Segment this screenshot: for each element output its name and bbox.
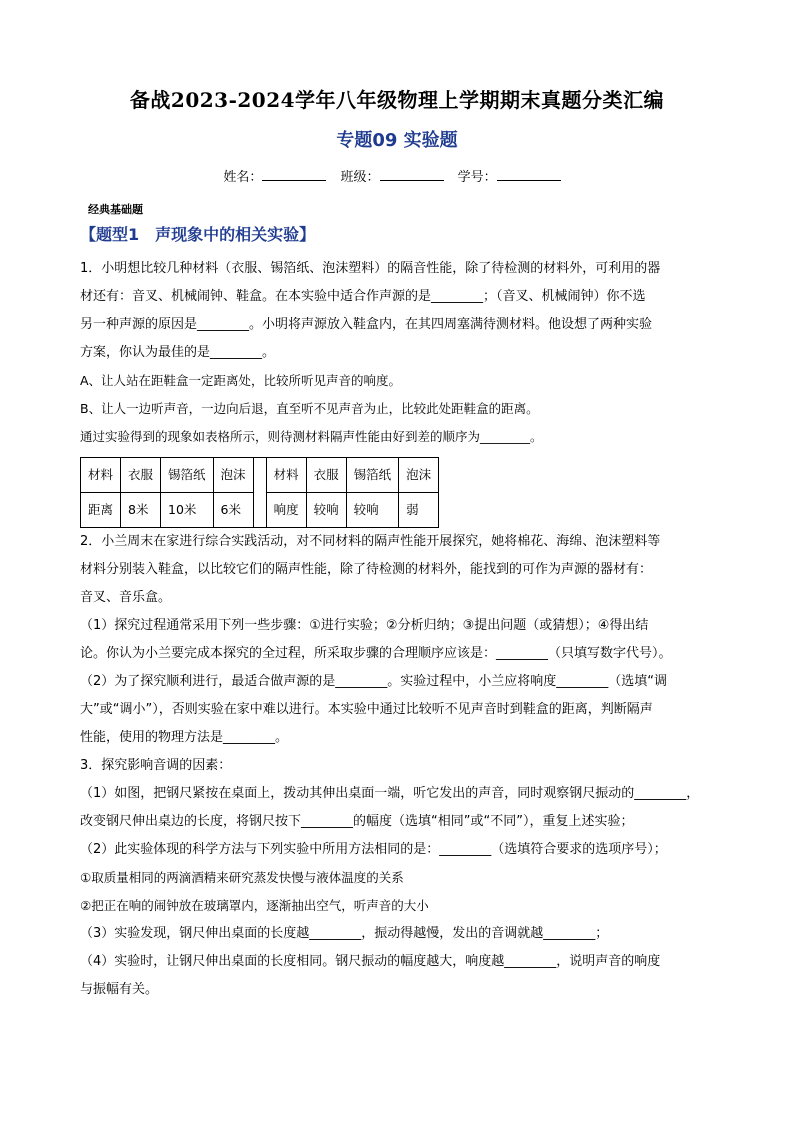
table-cell: 响度 [266,493,306,528]
q3-line: 改变钢尺伸出桌边的长度，将钢尺按下________的幅度（选填“相同”或“不同”），重复上述实验； [80,814,634,829]
table-cell: 材料 [81,458,121,493]
table-cell: 衣服 [306,458,346,493]
table-row [81,458,439,493]
section-label: 经典基础题 [88,203,143,216]
table-cell: 锡箔纸 [346,458,399,493]
q2-line: 大”或“调小”），否则实验在家中难以进行。本实验中通过比较听不见声音时到鞋盒的距离，判断隔声 [80,702,653,717]
name-blank[interactable] [262,168,326,181]
table-cell: 较响 [346,493,399,528]
table-cell: 泡沫 [213,458,253,493]
q1-line: 材还有：音叉、机械闹钟、鞋盒。在本实验中适合作声源的是________；（音叉、机械闹钟）你不选 [80,289,646,304]
q3-option-1: ①取质量相同的两滴酒精来研究蒸发快慢与液体温度的关系 [80,870,404,885]
q2-line: 材料分别装入鞋盒，以比较它们的隔声性能，除了待检测的材料外，能找到的可作为声源的器材有： [80,562,653,577]
q1-results-table [80,457,439,528]
q2-line: 论。你认为小兰要完成本探究的全过程，所采取步骤的合理顺序应该是：________（只填写数字代号）。 [80,646,672,661]
q3-line: （2）此实验体现的科学方法与下列实验中所用方法相同的是：________（选填符合要求的选项序号）； [80,842,667,857]
q3-line: （1）如图，把钢尺紧按在桌面上，拨动其伸出桌面一端，听它发出的声音，同时观察钢尺振动的________， [80,786,700,801]
q3-option-2: ②把正在响的闹钟放在玻璃罩内，逐渐抽出空气，听声音的大小 [80,898,429,913]
table-cell: 弱 [399,493,439,528]
q1-option-b: B、让人一边听声音，一边向后退，直至听不见声音为止，比较此处距鞋盒的距离。 [80,401,539,416]
class-blank[interactable] [380,168,444,181]
q3-line: （3）实验发现，钢尺伸出桌面的长度越________，振动得越慢，发出的音调就越________； [80,926,609,941]
page-title: 备战2023-2024学年八年级物理上学期期末真题分类汇编 [129,88,665,112]
table-cell: 衣服 [121,458,161,493]
table-divider [253,458,266,528]
q2-line: 音叉、音乐盒。 [80,590,172,605]
q1-line: 通过实验得到的现象如表格所示，则待测材料隔声性能由好到差的顺序为________。 [80,429,543,444]
q3-line: 与振幅有关。 [80,982,159,997]
q1-line: 另一种声源的原因是________。小明将声源放入鞋盒内，在其四周塞满待测材料。他设想了两种实验 [80,317,653,332]
student-info-row [0,166,794,185]
q2-line: （2）为了探究顺利进行，最适合做声源的是________。实验过程中，小兰应将响度________（选填“调 [80,674,668,689]
q2-line: （1）探究过程通常采用下列一些步骤：①进行实验；②分析归纳；③提出问题（或猜想）；④得出结 [80,618,649,633]
table-cell: 泡沫 [399,458,439,493]
q2-line: 2．小兰周末在家进行综合实践活动，对不同材料的隔声性能开展探究，她将棉花、海绵、泡沫塑料等 [80,534,661,549]
q1-option-a: A、让人站在距鞋盒一定距离处，比较所听见声音的响度。 [80,373,402,388]
class-label: 班级： [340,170,380,185]
question-content [80,255,720,1004]
table-cell: 6米 [213,493,253,528]
name-label: 姓名： [223,170,263,185]
page-subtitle: 专题09 实验题 [336,130,458,151]
table-cell: 10米 [161,493,214,528]
student-id-blank[interactable] [497,168,561,181]
student-id-label: 学号： [457,170,497,185]
q2-line: 性能，使用的物理方法是________。 [80,730,289,745]
q3-line: （4）实验时，让钢尺伸出桌面的长度相同。钢尺振动的幅度越大，响度越________，说明声音的响度 [80,954,661,969]
table-cell: 材料 [266,458,306,493]
q1-line: 方案，你认为最佳的是________。 [80,345,276,360]
table-cell: 8米 [121,493,161,528]
q1-line: 1．小明想比较几种材料（衣服、锡箔纸、泡沫塑料）的隔音性能，除了待检测的材料外，可利用的器 [80,261,661,276]
table-cell: 锡箔纸 [161,458,214,493]
q3-line: 3．探究影响音调的因素： [80,758,232,773]
section-title: 【题型1 声现象中的相关实验】 [80,225,316,244]
table-cell: 较响 [306,493,346,528]
table-cell: 距离 [81,493,121,528]
